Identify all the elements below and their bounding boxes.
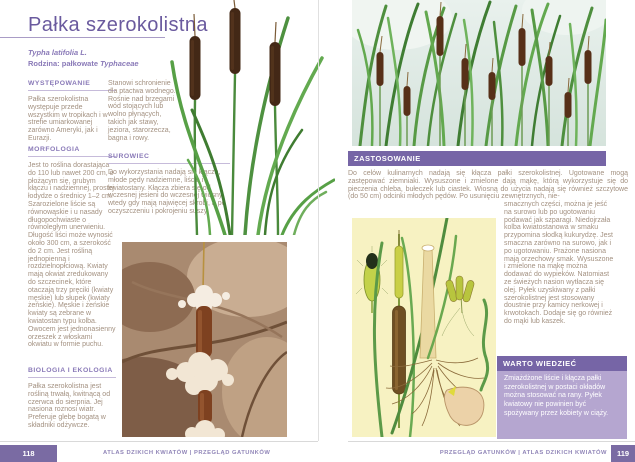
section-heading: WYSTĘPOWANIE [28,80,116,91]
footer-text-right: PRZEGLĄD GATUNKÓW | ATLAS DZIKICH KWIATÓW [439,450,607,456]
section-body: Do wykorzystania nadają się kłącza, młode pędy nadziemne, liście i kwiatostany. Kłącza zbiera się od wczesnej jesieni do wczesnej wiosny, wtedy gdy mają najwięcej skrobi, a po oczyszczeniu i pokrojeniu suszy. [108,169,226,215]
section-heading: BIOLOGIA I EKOLOGIA [28,367,116,378]
page-title: Pałka szerokolistna [28,14,208,36]
section-heading: MORFOLOGIA [28,146,116,157]
footer-text-left: ATLAS DZIKICH KWIATÓW | PRZEGLĄD GATUNKÓW [103,450,271,456]
habitat-paragraph: Stanowi schronienie dla ptactwa wodnego. Rośnie nad brzegami wód stojących lub wolno płynących, takich jak stawy, jeziora, starorzecza, bagna i rowy. [108,80,176,142]
page-number-left: 118 [0,445,57,462]
botanical-plate-illustration [352,218,496,437]
page-number-right: 119 [611,445,635,462]
page-gutter [318,0,319,441]
family-label: Rodzina: pałkowate [28,59,101,68]
footer-rule-right [348,441,635,442]
section-biologia-ekologia [28,367,116,430]
footer-rule-left [0,441,318,442]
title-rule [0,37,165,38]
cattail-cutout-photo [170,0,335,235]
family-name: Typhaceae [100,59,139,68]
section-body: Pałka szerokolistna występuje przede wszystkim w tropikach i w strefie umiarkowanej zarówno Ameryki, jak i Eurazji. [28,96,108,142]
section-banner-zastosowanie: ZASTOSOWANIE [348,151,606,166]
section-morfologia [28,146,116,349]
zastosowanie-paragraph-top: Do celów kulinarnych nadają się kłącza pałki szerokolistnej. Ugotowane mogą zastępować ziemniaki. Wysuszone i zmielone dają mąkę, którą wykorzystuje się do pieczenia chleba, bułeczek lub ciastek. Wiosną do użycia nadają się również szczytowe (do 50 cm) odcinki młodych pędów. Po usunięciu zewnętrznych, nie- [348,170,628,201]
section-wystepowanie [28,80,116,143]
cattails-pond-photo [352,0,606,146]
section-banner-warto-wiedziec: WARTO WIEDZIEĆ [497,356,627,371]
cattail-fluff-photo [122,242,287,437]
warto-wiedziec-box [497,356,627,439]
warto-wiedziec-body: Zmiażdżone liście i kłącza pałki szerokolistnej w postaci okładów można stosować na rany. Pyłek kwiatowy nie powinien być spożywany przez kobiety w ciąży. [504,375,609,417]
section-body: Jest to roślina dorastająca do 110 lub nawet 200 cm, o płożącym się, grubym kłączu i nadziemnej, prostej łodydze o średnicy 1–2 cm. Szarozielone liście są równowąskie i u nasady długopochwiaste o równoległym unerwieniu. Długość liści może wynosić około 300 cm, a szerokość do 2 cm. Jest rośliną jednopienną i rozdzielnopłciową. Kwiaty mają okwiat zredukowany do szczecinek, które otaczają trzy pręciki (kwiaty męskie) lub słupek (kwiaty żeńskie). Męskie i żeńskie kwiaty są zebrane w kwiatostan typu kolba. Owocem jest jednonasienny orzeszek z włoskami okwiatu w formie puchu. [28,162,116,349]
latin-name: Typha latifolia L. [28,48,87,57]
section-heading: SUROWIEC [108,153,230,164]
zastosowanie-paragraph-side: smacznych części, można je jeść na surowo lub po ugotowaniu podawać jak szparagi. Niedojrzała kolba kwiatostanowa w smaku przypomina słodką kukurydzę. Jest smaczna zarówno na surowo, jak i po ugotowaniu. Prażone nasiona mają orzechowy smak. Wysuszone i zmielone na mąkę można dodawać do wypieków. Natomiast ze świeżych nasion wytłacza się olej. Pyłek uzyskiwany z pałki szerokolistnej jest stosowany doustnie przy kamicy nerkowej i krwotokach. Dodaje się go również do mąki lub kaszek. [504,201,614,325]
section-body: Pałka szerokolistna jest rośliną trwałą, kwitnącą od czerwca do sierpnia. Jej nasiona roznosi wiatr. Preferuje glebę bogatą w składniki odżywcze. [28,383,111,429]
